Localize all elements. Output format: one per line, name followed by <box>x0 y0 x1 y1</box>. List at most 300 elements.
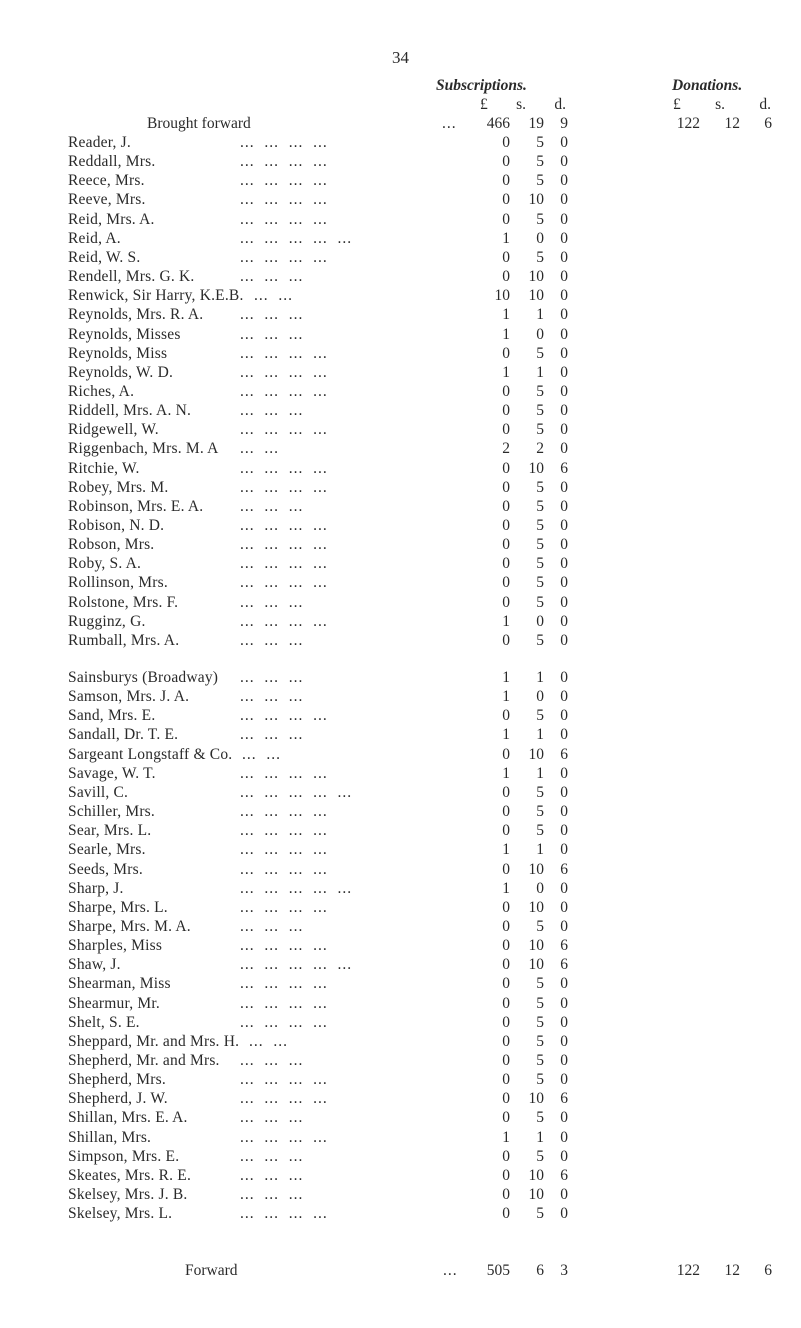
pence-value: 0 <box>560 726 568 744</box>
subscriber-name: Sand, Mrs. E. <box>68 707 156 725</box>
subscriber-name: Savage, W. T. <box>68 764 156 782</box>
pounds-value: 0 <box>502 593 510 611</box>
subscriber-row <box>0 593 801 613</box>
pounds-value: 1 <box>502 669 510 686</box>
subscriber-row <box>0 439 801 459</box>
subscriber-name: Shelt, S. E. <box>68 1013 140 1031</box>
dot-leader: ... ... ... ... <box>240 574 328 592</box>
subscriber-row <box>0 879 801 899</box>
dot-leader: ... ... ... ... <box>240 822 328 840</box>
subscriber-name: Riches, A. <box>68 382 135 400</box>
pence-value: 0 <box>560 517 568 534</box>
shillings-value: 1 <box>536 841 544 859</box>
subscriber-name: Robson, Mrs. <box>68 536 155 554</box>
dot-leader: ... ... ... ... <box>240 841 328 859</box>
subscription-amount <box>476 802 568 822</box>
subscriber-name: Reynolds, Miss <box>68 344 168 362</box>
shillings-value: 10 <box>528 937 544 955</box>
subscriber-name: Seeds, Mrs. <box>68 860 143 878</box>
dot-leader: ... ... ... <box>240 669 304 686</box>
subscriber-name: Rolstone, Mrs. F. <box>68 593 179 611</box>
subscriber-row <box>0 133 801 153</box>
subscriber-row <box>0 516 801 536</box>
dot-leader: ... ... ... <box>240 1147 304 1165</box>
subscription-amount <box>476 860 568 880</box>
subscription-amount <box>476 898 568 918</box>
subscription-amount <box>476 1089 568 1109</box>
pounds-value: 0 <box>502 975 510 993</box>
pence-value: 0 <box>560 1128 568 1146</box>
shillings-value: 5 <box>536 593 544 611</box>
subscriber-name: Sear, Mrs. L. <box>68 822 152 840</box>
pounds-value: 0 <box>502 860 510 878</box>
subscriber-name: Skelsey, Mrs. J. B. <box>68 1186 188 1204</box>
pounds-value: 1 <box>502 229 510 247</box>
shillings-value: 1 <box>536 764 544 782</box>
pounds-value: 0 <box>502 1090 510 1108</box>
subscriber-row <box>0 497 801 517</box>
subscriber-row <box>0 190 801 210</box>
subscription-amount <box>476 171 568 191</box>
subscriber-row <box>0 994 801 1014</box>
forward-leader: ... <box>443 1262 458 1279</box>
subscription-amount <box>476 305 568 325</box>
pence-value: 0 <box>560 1186 568 1204</box>
subscription-amount <box>476 439 568 459</box>
pounds-value: 0 <box>502 382 510 400</box>
dot-leader: ... ... ... ... <box>240 344 328 362</box>
dot-leader: ... ... <box>240 440 279 458</box>
pounds-value: 0 <box>502 994 510 1012</box>
shillings-value: 5 <box>536 210 544 228</box>
pounds-value: 0 <box>502 210 510 228</box>
subscriber-name: Rollinson, Mrs. <box>68 574 168 592</box>
subscriber-name: Sandall, Dr. T. E. <box>68 726 179 744</box>
forward-label: Forward <box>185 1262 238 1279</box>
subscription-amount <box>476 459 568 479</box>
pounds-value: 1 <box>502 1128 510 1146</box>
subscription-amount <box>476 821 568 841</box>
pounds-value: 505 <box>486 1262 510 1279</box>
shillings-value: 5 <box>536 994 544 1012</box>
pounds-value: 0 <box>502 478 510 496</box>
pence-value: 0 <box>560 134 568 151</box>
subscriber-name: Sharp, J. <box>68 879 124 897</box>
pounds-value: 0 <box>502 956 510 974</box>
pounds-value: 0 <box>502 1205 510 1223</box>
pounds-value: 0 <box>502 172 510 190</box>
shillings-value: 10 <box>528 459 544 477</box>
subscription-amount <box>476 152 568 172</box>
subscriber-row <box>0 573 801 593</box>
pence-value: 0 <box>560 306 568 324</box>
dot-leader: ... ... ... ... ... <box>240 956 353 974</box>
pounds-value: 0 <box>502 134 510 151</box>
shillings-value: 10 <box>528 898 544 916</box>
pounds-value: 1 <box>502 726 510 744</box>
subscription-amount <box>476 1128 568 1148</box>
subscriber-name: Samson, Mrs. J. A. <box>68 688 190 706</box>
subscriber-name: Shepherd, J. W. <box>68 1090 168 1108</box>
dot-leader: ... ... ... <box>240 1186 304 1204</box>
shillings-value: 5 <box>536 574 544 592</box>
forward-subscriptions <box>476 1261 568 1281</box>
dot-leader: ... ... ... ... <box>240 1013 328 1031</box>
subscriber-row <box>0 1185 801 1205</box>
pounds-value: 0 <box>502 497 510 515</box>
subscription-amount <box>476 706 568 726</box>
shillings-value: 5 <box>536 1071 544 1089</box>
pence-value: 0 <box>560 1109 568 1127</box>
dot-leader: ... ... ... ... <box>240 172 328 190</box>
subscriber-row <box>0 152 801 172</box>
subscription-amount <box>476 286 568 306</box>
subscriber-row <box>0 974 801 994</box>
subscriber-name: Rumball, Mrs. A. <box>68 631 180 649</box>
shillings-value: 5 <box>536 783 544 801</box>
subscriber-row <box>0 706 801 726</box>
subscription-amount <box>476 783 568 803</box>
shillings-value: 5 <box>536 1109 544 1127</box>
pence-value: 0 <box>560 994 568 1012</box>
subscriber-row <box>0 1013 801 1033</box>
shillings-value: 1 <box>536 306 544 324</box>
subscription-amount <box>476 593 568 613</box>
subscription-amount <box>476 133 568 153</box>
pounds-value: 0 <box>502 555 510 573</box>
pounds-value: 1 <box>502 363 510 381</box>
dot-leader: ... ... ... <box>240 306 304 324</box>
subscription-amount <box>476 1108 568 1128</box>
pence-value: 0 <box>560 1071 568 1089</box>
subscriber-name: Schiller, Mrs. <box>68 803 155 821</box>
subscriber-row <box>0 535 801 555</box>
pounds-value: 122 <box>676 115 700 132</box>
subscription-amount <box>476 1013 568 1033</box>
shillings-value: 5 <box>536 975 544 993</box>
dot-leader: ... ... ... <box>240 402 304 420</box>
pence-value: 0 <box>560 631 568 649</box>
pounds-value: 2 <box>502 440 510 458</box>
subscription-amount <box>476 936 568 956</box>
subscriber-name: Shearman, Miss <box>68 975 171 993</box>
subscriber-name: Sharpe, Mrs. M. A. <box>68 917 191 935</box>
shillings-value: 5 <box>536 707 544 725</box>
subscriber-name: Sainsburys (Broadway) <box>68 669 219 686</box>
shillings-value: 10 <box>528 1090 544 1108</box>
pence-value: 6 <box>560 459 568 477</box>
subscription-amount <box>476 210 568 230</box>
subscription-amount <box>476 382 568 402</box>
subscriber-row <box>0 687 801 707</box>
pounds-value: 0 <box>502 574 510 592</box>
pence-value: 6 <box>560 1090 568 1108</box>
shillings-value: 0 <box>536 325 544 343</box>
pounds-value: 0 <box>502 803 510 821</box>
subscriber-name: Shillan, Mrs. <box>68 1128 152 1146</box>
pence-value: 0 <box>560 536 568 554</box>
shillings-value: 5 <box>536 631 544 649</box>
dot-leader: ... ... ... ... <box>240 153 328 171</box>
shillings-value: 5 <box>536 1205 544 1223</box>
pence-value: 6 <box>560 956 568 974</box>
shillings-value: 10 <box>528 956 544 974</box>
subscription-amount <box>476 687 568 707</box>
subscription-amount <box>476 631 568 651</box>
subscriber-name: Skeates, Mrs. R. E. <box>68 1166 192 1184</box>
subscriber-row <box>0 1070 801 1090</box>
shillings-value: 10 <box>528 860 544 878</box>
pence-value: 0 <box>560 402 568 420</box>
pence-value: 0 <box>560 822 568 840</box>
donations-header: Donations. <box>672 77 743 94</box>
dot-leader: ... ... ... ... <box>240 210 328 228</box>
pounds-value: 1 <box>502 612 510 630</box>
page-number: 34 <box>392 48 409 67</box>
pounds-value: 0 <box>502 1052 510 1069</box>
subscriber-row <box>0 210 801 230</box>
pounds-value: 1 <box>502 688 510 706</box>
pounds-value: 0 <box>502 1147 510 1165</box>
dot-leader: ... ... ... ... <box>240 1071 328 1089</box>
pence-value: 0 <box>560 764 568 782</box>
shillings-value: 1 <box>536 1128 544 1146</box>
pounds-value: 0 <box>502 1071 510 1089</box>
subscriber-name: Shillan, Mrs. E. A. <box>68 1109 188 1127</box>
subscriber-row <box>0 1089 801 1109</box>
shillings-value: 2 <box>536 440 544 458</box>
subscription-amount <box>476 229 568 249</box>
pence-value: 0 <box>560 287 568 305</box>
subscriber-row <box>0 612 801 632</box>
subscription-amount <box>476 917 568 937</box>
subscriber-name: Rendell, Mrs. G. K. <box>68 268 195 286</box>
pounds-value: 0 <box>502 1186 510 1204</box>
shillings-value: 5 <box>536 421 544 439</box>
pounds-value: 1 <box>502 306 510 324</box>
dot-leader: ... ... ... ... <box>240 382 328 400</box>
shillings-value: 0 <box>536 612 544 630</box>
subscriber-row <box>0 401 801 421</box>
subscriber-row <box>0 382 801 402</box>
subscription-amount <box>476 840 568 860</box>
dot-leader: ... ... ... <box>240 1109 304 1127</box>
pounds-value: 0 <box>502 898 510 916</box>
dot-leader: ... ... ... ... <box>240 937 328 955</box>
pounds-value: 0 <box>502 191 510 209</box>
subscriber-row <box>0 1108 801 1128</box>
subscription-amount <box>476 725 568 745</box>
pence-value: 0 <box>560 440 568 458</box>
dot-leader: ... ... ... ... <box>240 191 328 209</box>
subscription-amount <box>476 1204 568 1224</box>
pounds-value: 0 <box>502 917 510 935</box>
subscription-amount <box>476 612 568 632</box>
pounds-value: 0 <box>502 937 510 955</box>
dot-leader: ... ... ... ... <box>240 134 328 151</box>
subscriber-row <box>0 248 801 268</box>
dot-leader: ... ... ... <box>240 726 304 744</box>
dot-leader: ... ... ... <box>240 325 304 343</box>
pence-value: 6 <box>560 937 568 955</box>
pence-value: 0 <box>560 841 568 859</box>
subscriber-name: Skelsey, Mrs. L. <box>68 1205 173 1223</box>
pence-value: 6 <box>764 1262 772 1279</box>
donations-units <box>673 96 771 114</box>
shillings-value: 5 <box>536 803 544 821</box>
shillings-value: 5 <box>536 248 544 266</box>
pence-value: 0 <box>560 191 568 209</box>
pounds-value: 1 <box>502 879 510 897</box>
subscriber-row <box>0 363 801 383</box>
shillings-value: 5 <box>536 555 544 573</box>
subscriber-row <box>0 344 801 364</box>
subscriber-row <box>0 745 801 765</box>
dot-leader: ... ... ... ... <box>240 536 328 554</box>
dot-leader: ... ... ... ... <box>240 707 328 725</box>
pence-value: 0 <box>560 669 568 686</box>
shillings-unit: s. <box>715 96 726 113</box>
dot-leader: ... ... ... ... <box>240 612 328 630</box>
dot-leader: ... ... ... ... <box>240 421 328 439</box>
dot-leader: ... ... ... ... <box>240 994 328 1012</box>
shillings-value: 10 <box>528 287 544 305</box>
dot-leader: ... ... ... <box>240 593 304 611</box>
pence-value: 0 <box>560 153 568 171</box>
shillings-value: 1 <box>536 669 544 686</box>
subscriber-name: Ritchie, W. <box>68 459 140 477</box>
subscriber-name: Reddall, Mrs. <box>68 153 156 171</box>
subscription-amount <box>476 1185 568 1205</box>
shillings-value: 10 <box>528 745 544 763</box>
pounds-value: 0 <box>502 153 510 171</box>
subscriber-name: Ridgewell, W. <box>68 421 159 439</box>
dot-leader: ... ... ... ... ... <box>240 229 353 247</box>
subscriber-name: Rugginz, G. <box>68 612 146 630</box>
pounds-value: 0 <box>502 745 510 763</box>
dot-leader: ... ... ... ... <box>240 478 328 496</box>
subscriber-name: Sheppard, Mr. and Mrs. H. <box>68 1032 240 1050</box>
subscriber-row <box>0 171 801 191</box>
pence-value: 0 <box>560 688 568 706</box>
subscriber-name: Shearmur, Mr. <box>68 994 160 1012</box>
dot-leader: ... ... ... <box>240 1166 304 1184</box>
subscriber-row <box>0 1032 801 1052</box>
subscriber-row <box>0 783 801 803</box>
subscriber-row <box>0 917 801 937</box>
pence-value: 0 <box>560 898 568 916</box>
dot-leader: ... ... ... <box>240 1052 304 1069</box>
shillings-value: 0 <box>536 879 544 897</box>
subscription-amount <box>476 554 568 574</box>
subscriber-name: Reynolds, W. D. <box>68 363 174 381</box>
subscriber-name: Shaw, J. <box>68 956 121 974</box>
dot-leader: ... ... ... ... <box>240 555 328 573</box>
subscription-amount <box>476 344 568 364</box>
dot-leader: ... ... ... ... <box>240 363 328 381</box>
subscriber-name: Searle, Mrs. <box>68 841 146 859</box>
pence-value: 0 <box>560 917 568 935</box>
dot-leader: ... ... ... ... ... <box>240 879 353 897</box>
pence-value: 0 <box>560 1205 568 1223</box>
shillings-value: 5 <box>536 478 544 496</box>
dot-leader: ... ... <box>249 1032 288 1050</box>
shillings-value: 5 <box>536 172 544 190</box>
subscription-amount <box>476 190 568 210</box>
pence-unit: d. <box>554 96 566 113</box>
pence-value: 0 <box>560 1013 568 1031</box>
subscriber-name: Reynolds, Misses <box>68 325 181 343</box>
pence-value: 0 <box>560 172 568 190</box>
subscriber-name: Roby, S. A. <box>68 555 142 573</box>
subscriber-row <box>0 668 801 688</box>
pence-value: 0 <box>560 248 568 266</box>
pence-value: 0 <box>560 879 568 897</box>
dot-leader: ... ... ... ... <box>240 898 328 916</box>
dot-leader: ... ... ... ... <box>240 764 328 782</box>
brought-forward-subscriptions <box>476 114 568 134</box>
subscriber-row <box>0 821 801 841</box>
subscriptions-header: Subscriptions. <box>436 77 527 94</box>
shillings-value: 5 <box>536 1147 544 1165</box>
dot-leader: ... ... ... <box>240 917 304 935</box>
subscription-amount <box>476 879 568 899</box>
subscription-amount <box>476 1147 568 1167</box>
pence-value: 0 <box>560 325 568 343</box>
subscriber-name: Sargeant Longstaff & Co. <box>68 745 233 763</box>
pounds-unit: £ <box>480 96 488 113</box>
pence-value: 0 <box>560 975 568 993</box>
subscriber-row <box>0 1147 801 1167</box>
shillings-value: 12 <box>724 115 740 132</box>
shillings-value: 10 <box>528 1186 544 1204</box>
dot-leader: ... ... ... ... <box>240 975 328 993</box>
subscriber-row <box>0 1166 801 1186</box>
dot-leader: ... ... ... ... <box>240 1205 328 1223</box>
subscriber-row <box>0 305 801 325</box>
subscriber-name: Reeve, Mrs. <box>68 191 146 209</box>
shillings-value: 5 <box>536 153 544 171</box>
pence-value: 0 <box>560 229 568 247</box>
pounds-value: 0 <box>502 631 510 649</box>
pounds-value: 1 <box>502 325 510 343</box>
pounds-value: 0 <box>502 822 510 840</box>
pounds-value: 1 <box>502 841 510 859</box>
subscription-amount <box>476 668 568 688</box>
subscription-amount <box>476 325 568 345</box>
subscriber-row <box>0 1204 801 1224</box>
forward-row <box>0 1261 801 1281</box>
dot-leader: ... ... <box>242 745 281 763</box>
subscriber-row <box>0 955 801 975</box>
shillings-value: 6 <box>536 1262 544 1279</box>
pounds-value: 1 <box>502 764 510 782</box>
subscriber-name: Reid, Mrs. A. <box>68 210 155 228</box>
subscriber-row <box>0 459 801 479</box>
shillings-value: 0 <box>536 688 544 706</box>
subscription-amount <box>476 994 568 1014</box>
subscriber-name: Robinson, Mrs. E. A. <box>68 497 204 515</box>
pounds-value: 0 <box>502 707 510 725</box>
subscriber-row <box>0 554 801 574</box>
pence-value: 6 <box>560 860 568 878</box>
pence-value: 0 <box>560 707 568 725</box>
dot-leader: ... ... ... ... <box>240 459 328 477</box>
pounds-value: 0 <box>502 459 510 477</box>
brought-forward-row <box>0 114 801 134</box>
subscription-amount <box>476 955 568 975</box>
pounds-value: 0 <box>502 536 510 554</box>
